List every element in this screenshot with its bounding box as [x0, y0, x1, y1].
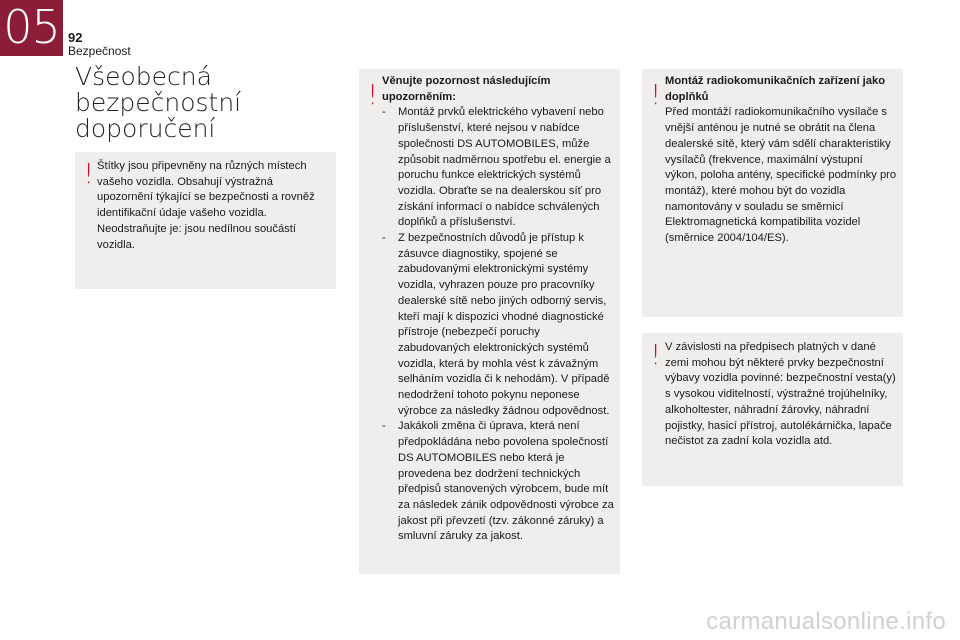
- warning-box-attention: [359, 69, 620, 574]
- warning-text-equipment: V závislosti na předpisech platných v dané zemi mohou být některé prvky bezpečnostní výbavy vozidla povinné: bezpečnostní vesta(y) s vysokou viditelností, výstražné trojúhelníky, alkoholtester, náhradní žárovky, náhradní pojistky, hasicí přístroj, autolékárnička, lapače nečistot za zadní kola vozidla atd.: [665, 341, 896, 448]
- warning-text-labels: Štítky jsou připevněny na různých místech vašeho vozidla. Obsahují výstražná upozornění týkající se bezpečnosti a rovněž identifikační údaje vašeho vozidla. Neodstraňujte je: jsou nedílnou součástí vozidla.: [97, 160, 315, 251]
- warning-content-attention: [382, 74, 614, 545]
- warning-heading: Montáž radiokomunikačních zařízení jako doplňků: [665, 75, 886, 103]
- warning-content-radio: [665, 74, 897, 247]
- warning-box-equipment: [642, 333, 903, 486]
- warning-icon: !: [650, 338, 662, 371]
- list-item: - Z bezpečnostních důvodů je přístup k zásuvce diagnostiky, spojené se zabudovanými elektronickými systémy vozidla, vyhrazen pouze pro pracovníky dealerské sítě nebo jiných odborný servis, kteří mají k dispozici vhodné diagnostické přístroje (nebezpečí poruchy zabudovaných elektronických systémů vozidla, která by mohla vést k závažným selháním vozidla či k nehodám). V případě nedodržení tohoto pokynu neponese výrobce za následky žádnou odpovědnost.: [382, 231, 614, 419]
- section-name: Bezpečnost: [68, 44, 131, 58]
- page-title: Všeobecná bezpečnostní doporučení: [75, 62, 242, 143]
- warning-list: [382, 105, 614, 545]
- list-item: - Jakákoli změna či úprava, která není předpokládána nebo povolena společností DS AUTOMOBILES nebo která je provedena bez dodržení technických předpisů stanovených výrobcem, bude mít za následek zánik odpovědnosti výrobce za jakost při převzetí (tzv. zákonné záruky) a smluvní záruky za jakost.: [382, 419, 614, 545]
- warning-box-radio: [642, 69, 903, 317]
- warning-icon: !: [650, 78, 662, 111]
- chapter-number: 05: [3, 0, 60, 54]
- warning-heading: Věnujte pozornost následujícím upozorněním:: [382, 75, 551, 103]
- warning-icon: !: [367, 78, 379, 111]
- chapter-tab: [0, 0, 63, 56]
- warning-icon: !: [83, 157, 95, 190]
- warning-box-labels: [75, 152, 336, 289]
- list-item: - Montáž prvků elektrického vybavení nebo příslušenství, které nejsou v nabídce společnosti DS AUTOMOBILES, může způsobit nadměrnou spotřebu el. energie a poruchu funkce elektrických systémů vozidla. Obraťte se na dealerskou síť pro získání informací o nabídce schválených doplňků a příslušenství.: [382, 105, 614, 231]
- page-number: 92: [68, 30, 83, 45]
- warning-text-radio: Před montáží radiokomunikačního vysílače s vnější anténou je nutné se obrátit na člena dealerské sítě, který vám sdělí charakteristiky vysílačů (frekvence, maximální výstupní výkon, poloha antény, specifické podmínky pro montáž), které mohou být do vozidla namontovány v souladu se směrnicí Elektromagnetická kompatibilita vozidel (směrnice 2004/104/ES).: [665, 106, 897, 245]
- watermark: carmanualsonline.info: [706, 608, 946, 635]
